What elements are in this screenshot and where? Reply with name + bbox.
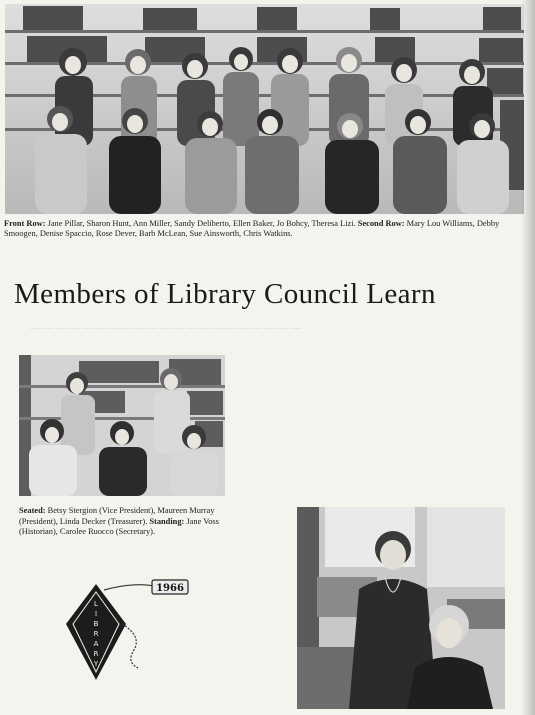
bleed-through-texture: ⎯⎯⎯⎯⎯⎯⎯⎯⎯⎯⎯⎯⎯⎯⎯⎯⎯⎯⎯⎯⎯: [30, 314, 304, 339]
svg-text:A: A: [93, 640, 99, 648]
seated-names: Betsy Stergion (Vice President), Maureen Murray (President), Linda Decker (Treasurer).: [19, 506, 215, 526]
library-pin-icon: [64, 576, 194, 686]
svg-text:L: L: [94, 600, 98, 608]
advisors-photo: [297, 507, 505, 709]
svg-text:B: B: [93, 620, 99, 628]
svg-text:I: I: [94, 610, 98, 618]
second-row-names: Mary Lou Williams, Debby Smoogen, Denise Spaccio, Rose Dever, Barb McLean, Sue Ainsworth, Chris Watkins.: [4, 219, 500, 238]
group-photo-caption: [4, 219, 530, 239]
seated-label: Seated:: [19, 506, 46, 515]
front-row-label: Front Row:: [4, 219, 46, 228]
page-edge-shadow: [521, 0, 535, 715]
page-headline: Members of Library Council Learn: [14, 278, 436, 310]
library-pin-illustration: [64, 576, 194, 686]
front-row-names: Jane Pillar, Sharon Hunt, Ann Miller, Sandy Deliberto, Ellen Baker, Jo Bohcy, Theresa Lizi.: [45, 219, 356, 228]
group-photo: [5, 4, 524, 214]
group-photo-image: [5, 4, 524, 214]
officers-photo: [19, 355, 225, 496]
standing-names: Jane Voss (Historian), Carolee Ruocco (Secretary).: [19, 516, 219, 536]
officers-photo-image: [19, 355, 225, 496]
advisors-photo-image: [297, 507, 505, 709]
svg-text:R: R: [93, 630, 99, 638]
svg-text:R: R: [93, 650, 99, 658]
standing-label: Standing:: [147, 516, 185, 526]
officers-photo-caption: [19, 506, 239, 538]
pin-year: 1966: [156, 583, 184, 594]
second-row-label: Second Row:: [355, 219, 405, 228]
svg-text:Y: Y: [93, 660, 99, 668]
